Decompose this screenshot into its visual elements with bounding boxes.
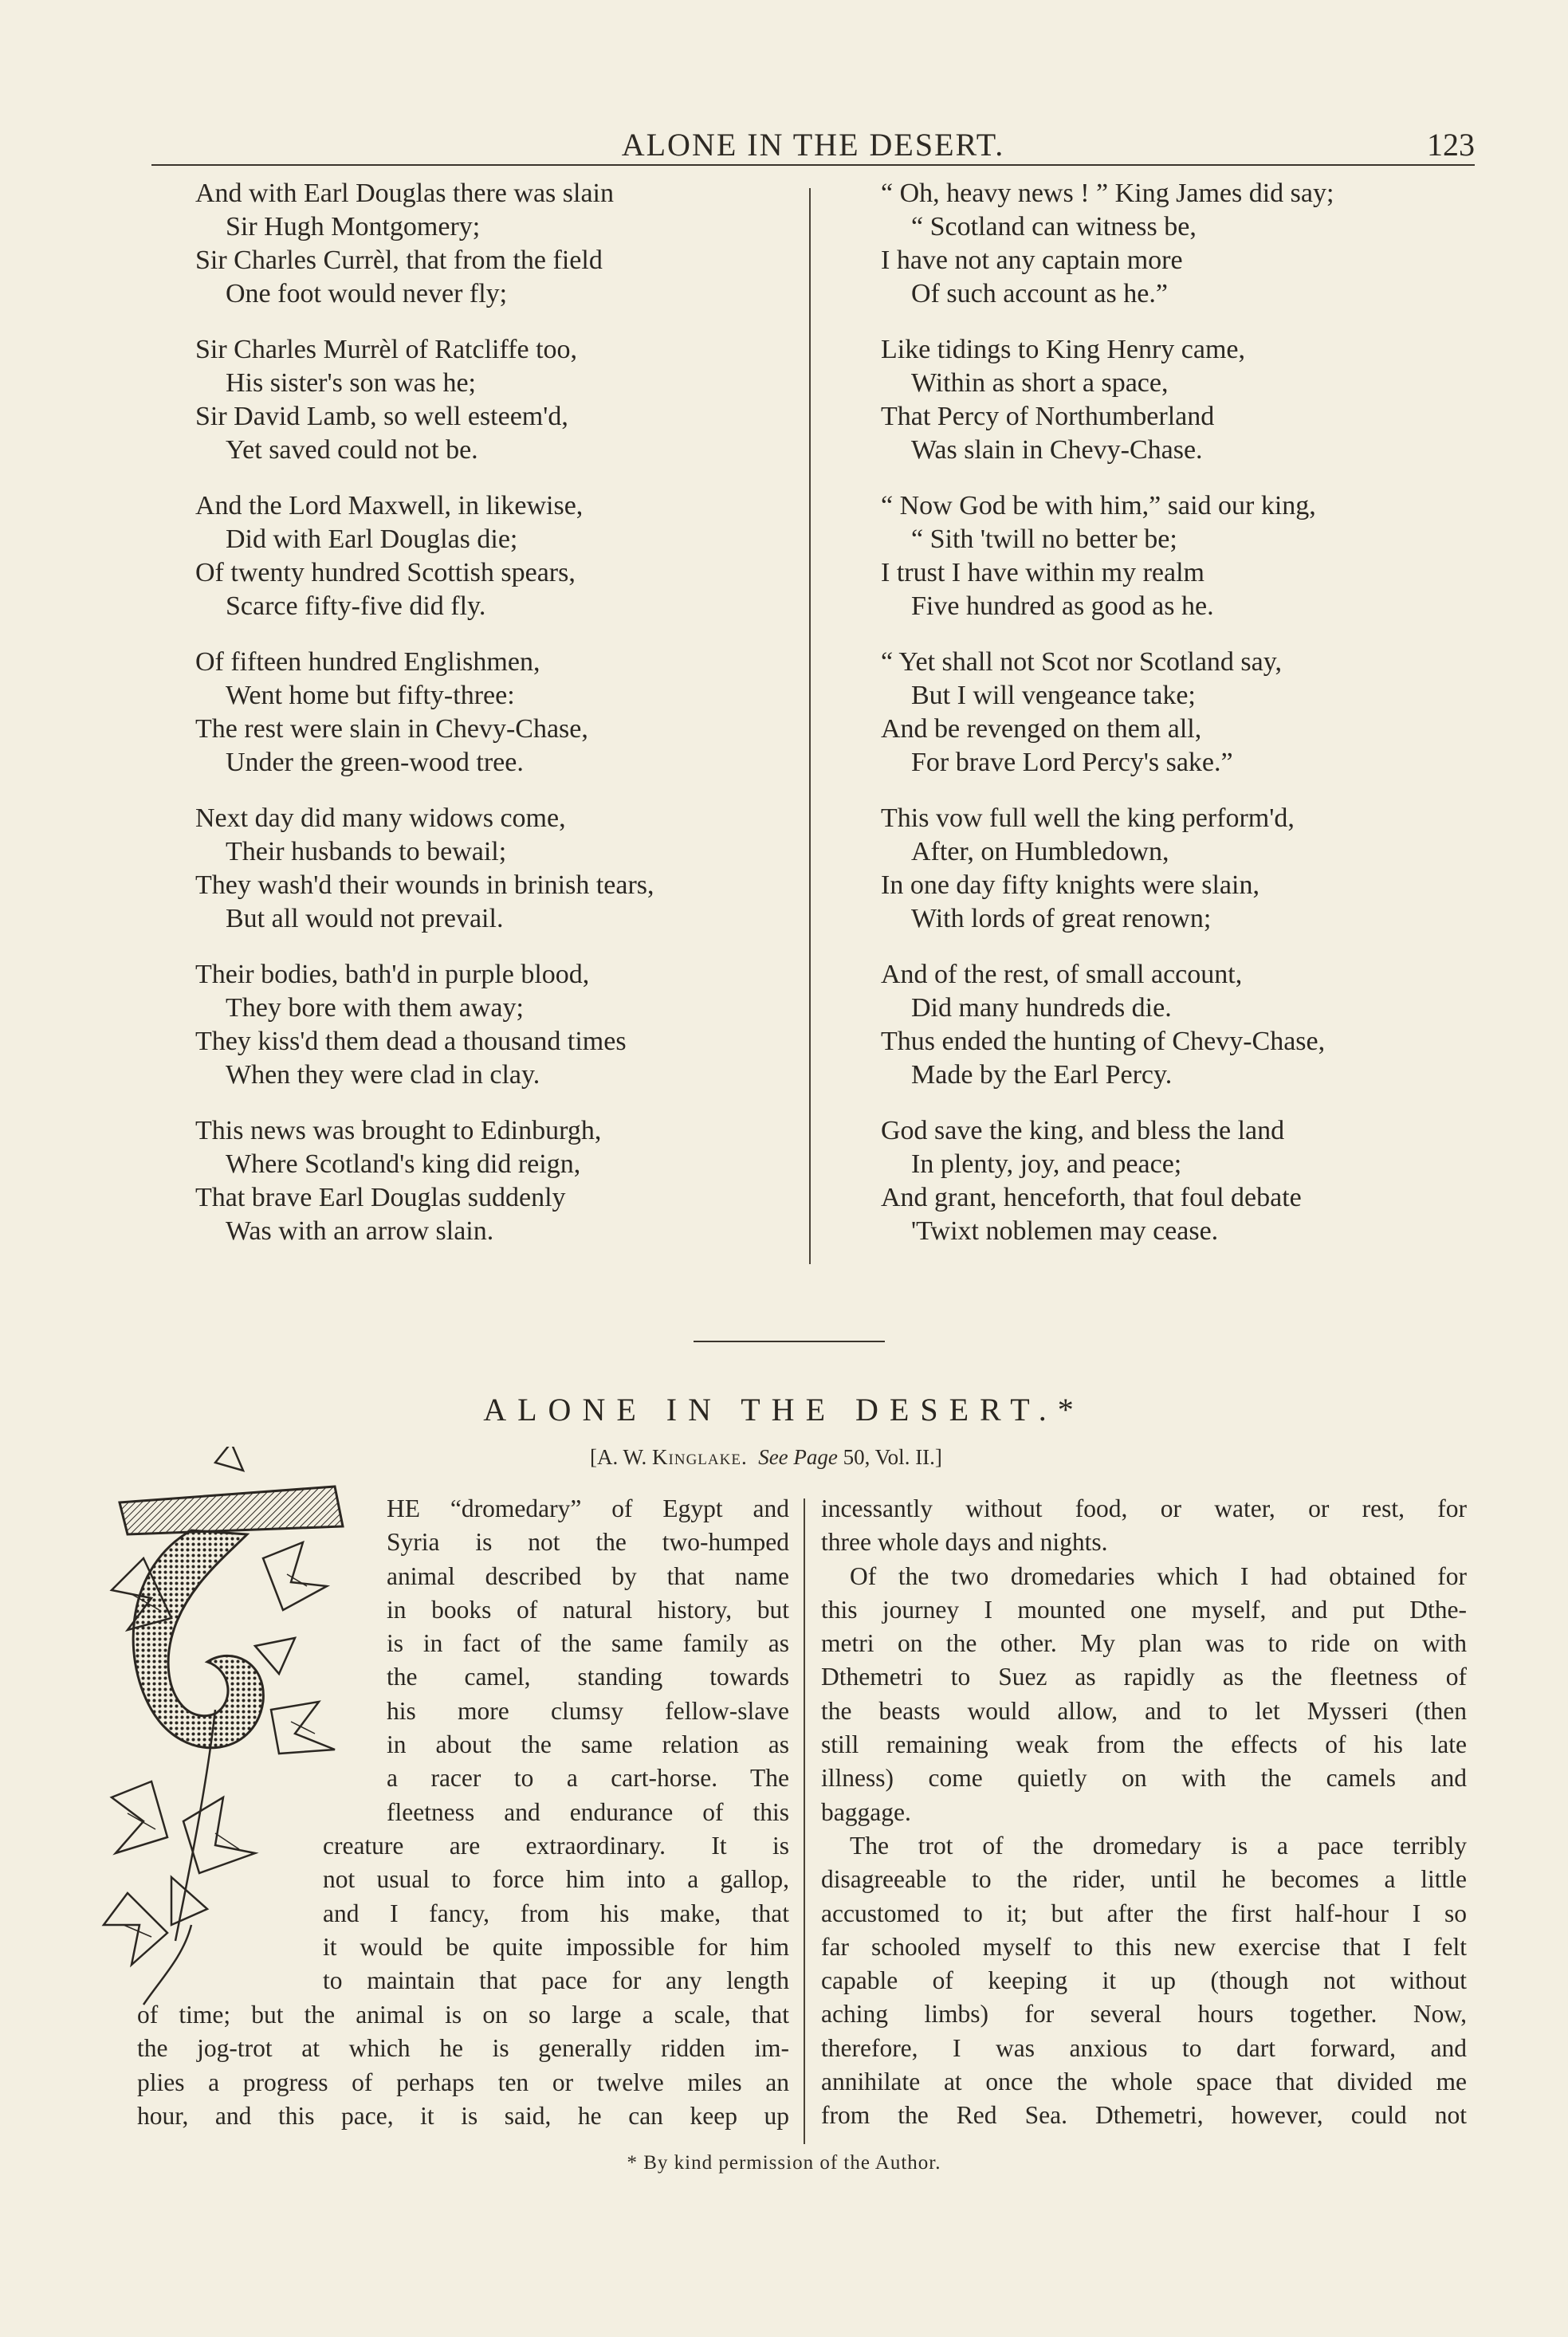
stanza xyxy=(195,1114,809,1248)
verse-line: Five hundred as good as he. xyxy=(911,591,1214,621)
text-line: The trot of the dromedary is a pace terribly xyxy=(850,1831,1467,1860)
verse-line: Yet saved could not be. xyxy=(226,435,478,465)
verse-line: Sir David Lamb, so well esteem'd, xyxy=(195,402,568,431)
verse-line: They bore with them away; xyxy=(226,993,524,1023)
verse-line: Next day did many widows come, xyxy=(195,803,566,833)
verse-line: Did many hundreds die. xyxy=(911,993,1172,1023)
text-line: three whole days and nights. xyxy=(821,1528,1108,1557)
verse-line: That brave Earl Douglas suddenly xyxy=(195,1183,566,1212)
text-line: Of the two dromedaries which I had obtained for xyxy=(850,1561,1467,1590)
stanza xyxy=(881,646,1487,780)
text-line: plies a progress of perhaps ten or twelve miles an xyxy=(137,2068,789,2096)
text-line: aching limbs) for several hours together. Now, xyxy=(821,2000,1467,2029)
verse-line: 'Twixt noblemen may cease. xyxy=(911,1216,1219,1246)
poem-left-column xyxy=(195,177,809,1271)
stanza xyxy=(195,489,809,623)
page-number: 123 xyxy=(1427,127,1475,163)
text-line: in books of natural history, but xyxy=(387,1595,789,1624)
article-right-column xyxy=(821,1492,1467,2133)
verse-line: And be revenged on them all, xyxy=(881,714,1202,744)
text-line: annihilate at once the whole space that divided me xyxy=(821,2068,1467,2096)
verse-line: “ Sith 'twill no better be; xyxy=(911,524,1177,554)
text-line: Syria is not the two-humped xyxy=(387,1528,789,1557)
text-line: HE “dromedary” of Egypt and xyxy=(387,1495,789,1522)
verse-line: “ Now God be with him,” said our king, xyxy=(881,491,1316,520)
verse-line: Went home but fifty-three: xyxy=(226,681,515,710)
text-line: the camel, standing towards xyxy=(387,1663,789,1691)
verse-line: Sir Charles Currèl, that from the field xyxy=(195,245,603,275)
text-line: metri on the other. My plan was to ride on with xyxy=(821,1629,1467,1658)
stanza xyxy=(881,489,1487,623)
text-line: baggage. xyxy=(821,1797,911,1826)
verse-line: Where Scotland's king did reign, xyxy=(226,1149,581,1179)
article-left-column-upper xyxy=(387,1492,789,1829)
text-line: his more clumsy fellow-slave xyxy=(387,1696,789,1725)
stanza xyxy=(881,177,1487,311)
verse-line: One foot would never fly; xyxy=(226,279,508,308)
poem-column-rule xyxy=(809,188,811,1264)
verse-line: Scarce fifty-five did fly. xyxy=(226,591,486,621)
verse-line: But I will vengeance take; xyxy=(911,681,1196,710)
text-line: Dthemetri to Suez as rapidly as the fleetness of xyxy=(821,1663,1467,1691)
text-line: accustomed to it; but after the first half-hour I so xyxy=(821,1899,1467,1927)
text-line: a racer to a cart-horse. The xyxy=(387,1764,789,1793)
verse-line: The rest were slain in Chevy-Chase, xyxy=(195,714,588,744)
stanza xyxy=(195,646,809,780)
stanza xyxy=(195,177,809,311)
verse-line: With lords of great renown; xyxy=(911,904,1212,933)
verse-line: After, on Humbledown, xyxy=(911,837,1169,866)
verse-line: And the Lord Maxwell, in likewise, xyxy=(195,491,584,520)
verse-line: This vow full well the king perform'd, xyxy=(881,803,1295,833)
verse-line: And with Earl Douglas there was slain xyxy=(195,179,614,208)
text-line: capable of keeping it up (though not without xyxy=(821,1966,1467,1995)
text-line: therefore, I was anxious to dart forward, and xyxy=(821,2033,1467,2062)
verse-line: They wash'd their wounds in brinish tears, xyxy=(195,870,654,900)
article-column-rule xyxy=(804,1498,805,2144)
running-title: ALONE IN THE DESERT. xyxy=(621,127,1005,163)
verse-line: “ Yet shall not Scot nor Scotland say, xyxy=(881,647,1283,677)
verse-line: In plenty, joy, and peace; xyxy=(911,1149,1182,1179)
verse-line: Of such account as he.” xyxy=(911,279,1168,308)
text-line: in about the same relation as xyxy=(387,1730,789,1759)
attribution-ref: 50, Vol. II.] xyxy=(843,1445,942,1469)
text-line: animal described by that name xyxy=(387,1561,789,1590)
text-line: incessantly without food, or water, or rest, for xyxy=(821,1495,1467,1522)
stanza xyxy=(881,1114,1487,1248)
text-line: still remaining weak from the effects of his late xyxy=(821,1730,1467,1759)
stanza xyxy=(881,958,1487,1092)
text-line: from the Red Sea. Dthemetri, however, could not xyxy=(821,2101,1467,2130)
text-line: far schooled myself to this new exercise that I felt xyxy=(821,1932,1467,1961)
verse-line: Sir Hugh Montgomery; xyxy=(226,212,481,242)
text-line: this journey I mounted one myself, and put Dthe- xyxy=(821,1595,1467,1624)
verse-line: But all would not prevail. xyxy=(226,904,504,933)
poem-right-column xyxy=(881,177,1487,1271)
verse-line: When they were clad in clay. xyxy=(226,1060,540,1090)
text-line: the beasts would allow, and to let Mysseri (then xyxy=(821,1696,1467,1725)
text-line: and I fancy, from his make, that xyxy=(323,1899,789,1927)
verse-line: “ Oh, heavy news ! ” King James did say; xyxy=(881,179,1334,208)
text-line: the jog-trot at which he is generally ridden im- xyxy=(137,2034,789,2063)
stanza xyxy=(195,958,809,1092)
verse-line: In one day fifty knights were slain, xyxy=(881,870,1260,900)
verse-line: For brave Lord Percy's sake.” xyxy=(911,748,1233,777)
verse-line: And of the rest, of small account, xyxy=(881,960,1243,989)
running-head xyxy=(151,126,1475,166)
verse-line: Was slain in Chevy-Chase. xyxy=(911,435,1203,465)
verse-line: Within as short a space, xyxy=(911,368,1169,398)
text-line: to maintain that pace for any length xyxy=(323,1966,789,1995)
section-separator xyxy=(694,1341,885,1342)
article-left-column-lower xyxy=(137,1998,789,2133)
text-line: illness) come quietly on with the camels and xyxy=(821,1764,1467,1793)
verse-line: Like tidings to King Henry came, xyxy=(881,335,1246,364)
text-line: hour, and this pace, it is said, he can keep up xyxy=(137,2101,789,2130)
verse-line: Made by the Earl Percy. xyxy=(911,1060,1173,1090)
article-left-column-middle xyxy=(323,1829,789,1997)
verse-line: Thus ended the hunting of Chevy-Chase, xyxy=(881,1027,1326,1056)
text-line: of time; but the animal is on so large a scale, that xyxy=(137,2001,789,2029)
footnote: * By kind permission of the Author. xyxy=(627,2152,941,2174)
verse-line: “ Scotland can witness be, xyxy=(911,212,1197,242)
stanza xyxy=(195,802,809,936)
verse-line: Under the green-wood tree. xyxy=(226,748,524,777)
attribution-see: See Page xyxy=(758,1445,838,1469)
verse-line: Sir Charles Murrèl of Ratcliffe too, xyxy=(195,335,578,364)
verse-line: This news was brought to Edinburgh, xyxy=(195,1116,602,1145)
verse-line: His sister's son was he; xyxy=(226,368,477,398)
verse-line: That Percy of Northumberland xyxy=(881,402,1215,431)
stanza xyxy=(881,802,1487,936)
article-attribution xyxy=(590,1445,942,1470)
text-line: fleetness and endurance of this xyxy=(387,1797,789,1826)
verse-line: God save the king, and bless the land xyxy=(881,1116,1285,1145)
verse-line: Of fifteen hundred Englishmen, xyxy=(195,647,540,677)
text-line: it would be quite impossible for him xyxy=(323,1932,789,1961)
stanza xyxy=(195,333,809,467)
text-line: not usual to force him into a gallop, xyxy=(323,1865,789,1894)
attribution-author: Kinglake. xyxy=(652,1445,748,1469)
stanza xyxy=(881,333,1487,467)
article-title: ALONE IN THE DESERT.* xyxy=(483,1392,1085,1428)
verse-line: Of twenty hundred Scottish spears, xyxy=(195,558,576,587)
text-line: is in fact of the same family as xyxy=(387,1629,789,1658)
verse-line: Was with an arrow slain. xyxy=(226,1216,494,1246)
attribution-open: [A. W. xyxy=(590,1445,653,1469)
verse-line: Their husbands to bewail; xyxy=(226,837,507,866)
text-line: creature are extraordinary. It is xyxy=(323,1832,789,1860)
text-line: disagreeable to the rider, until he becomes a little xyxy=(821,1865,1467,1894)
ornamental-dropcap-illustration xyxy=(96,1447,351,2013)
verse-line: And grant, henceforth, that foul debate xyxy=(881,1183,1302,1212)
verse-line: They kiss'd them dead a thousand times xyxy=(195,1027,627,1056)
verse-line: I trust I have within my realm xyxy=(881,558,1205,587)
verse-line: I have not any captain more xyxy=(881,245,1183,275)
verse-line: Did with Earl Douglas die; xyxy=(226,524,518,554)
verse-line: Their bodies, bath'd in purple blood, xyxy=(195,960,590,989)
